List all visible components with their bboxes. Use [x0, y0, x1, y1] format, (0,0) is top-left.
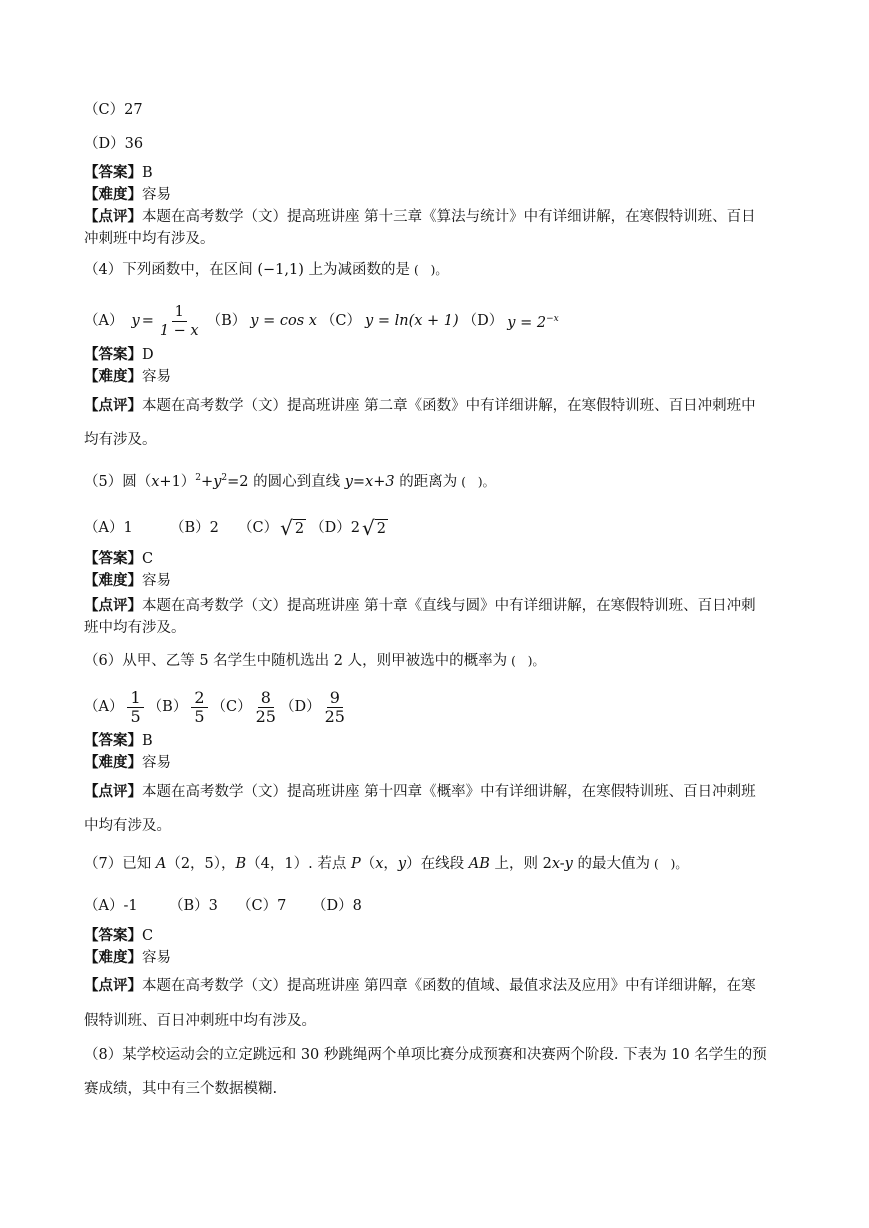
difficulty-value: 容易	[142, 950, 171, 966]
option-a: （A）-1	[84, 898, 138, 914]
option-b-label: （B）	[206, 313, 247, 329]
sqrt-symbol: √ 2	[280, 516, 305, 540]
answer-label: 【答案】	[84, 346, 142, 363]
comment-label: 【点评】	[84, 208, 142, 225]
fraction-denominator: 25	[324, 706, 345, 726]
q4-stem	[84, 260, 447, 280]
comment-text: 本题在高考数学（文）提高班讲座 第二章《函数》中有详细讲解，在寒假特训班、百日冲刺班中	[142, 398, 756, 414]
q7-stem-part: 上，则 2	[489, 856, 552, 872]
q7-stem-part: （2，5），	[166, 856, 236, 872]
q4-comment-line2: 均有涉及。	[84, 432, 157, 448]
difficulty-value: 容易	[142, 755, 171, 771]
comment-text: 本题在高考数学（文）提高班讲座 第四章《函数的值域、最值求法及应用》中有详细讲解，在寒	[142, 978, 756, 994]
option-d-expression	[507, 309, 558, 333]
option-a-lhs: y	[131, 313, 140, 329]
fraction-numerator: 1	[172, 303, 187, 322]
comment-text: 本题在高考数学（文）提高班讲座 第十四章《概率》中有详细讲解，在寒假特训班、百日冲刺班	[142, 784, 756, 800]
option-d-base: y = 2	[507, 314, 547, 331]
option-a-fraction	[160, 303, 199, 340]
q7-var-y: y	[397, 856, 407, 872]
option-a-label: （A）	[84, 313, 124, 329]
q7-point-b: B	[235, 856, 247, 872]
q5-stem-part: +1）	[159, 473, 196, 490]
fraction-numerator: 8	[258, 689, 274, 708]
q5-answer	[84, 549, 153, 569]
q7-answer	[84, 926, 153, 946]
q4-stem-tail: 上为减函数的是	[308, 262, 410, 278]
q4-comment-line1	[84, 396, 756, 416]
q5-exponent: 2	[195, 473, 202, 483]
q5-var-x: x	[151, 473, 160, 490]
q6-stem-text: （6）从甲、乙等 5 名学生中随机选出 2 人，则甲被选中的概率为	[84, 653, 508, 669]
q5-exponent: 2	[221, 473, 228, 483]
answer-blank: ( )。	[413, 263, 448, 277]
comment-text: 本题在高考数学（文）提高班讲座 第十章《直线与圆》中有详细讲解，在寒假特训班、百日冲刺	[142, 598, 756, 614]
option-b: （B）2	[170, 520, 219, 536]
difficulty-label: 【难度】	[84, 368, 142, 385]
fraction-denominator: 5	[194, 706, 205, 726]
q4-answer	[84, 345, 154, 365]
answer-blank: ( )。	[511, 654, 545, 668]
fraction-numerator: 2	[191, 689, 207, 708]
answer-value: D	[142, 347, 154, 363]
q7-stem-part: （7）已知	[84, 856, 156, 872]
q4-interval: (−1,1)	[257, 262, 304, 278]
q7-options	[84, 896, 362, 916]
sqrt-radicand: 2	[376, 521, 386, 537]
q5-stem	[84, 468, 495, 492]
option-c-expression: y = ln(x + 1)	[365, 313, 459, 329]
q5-difficulty	[84, 571, 171, 591]
fraction-denominator: 5	[130, 706, 141, 726]
q7-point-p: P	[350, 856, 361, 872]
difficulty-label: 【难度】	[84, 949, 142, 966]
q3-comment-line2: 冲刺班中均有涉及。	[84, 231, 215, 247]
comment-text: 本题在高考数学（文）提高班讲座 第十三章《算法与统计》中有详细讲解，在寒假特训班、百日	[142, 209, 756, 225]
difficulty-value: 容易	[142, 573, 171, 589]
option-d-label: （D）	[462, 313, 504, 329]
q7-expression: x-y	[551, 856, 573, 872]
q8-stem-line1: （8）某学校运动会的立定跳远和 30 秒跳绳两个单项比赛分成预赛和决赛两个阶段. 下表为 10 名学生的预	[84, 1047, 767, 1063]
option-d: （D）8	[312, 898, 362, 914]
comment-label: 【点评】	[84, 597, 142, 614]
q3-answer	[84, 163, 153, 183]
option-c-label: （C）	[211, 699, 252, 715]
option-a-equals: =	[141, 313, 154, 329]
q5-options	[84, 514, 390, 542]
q7-var-x: x	[375, 856, 384, 872]
q5-stem-part: =2 的圆心到直线	[227, 473, 345, 490]
sqrt-radicand: 2	[294, 521, 305, 537]
answer-label: 【答案】	[84, 732, 142, 749]
q4-options	[84, 300, 559, 342]
option-d-label: （D）	[279, 699, 321, 715]
q7-stem-part: ，	[383, 856, 398, 872]
q5-line-equation: y=x+3	[344, 473, 395, 490]
option-b-expression: y = cos x	[250, 313, 317, 329]
q7-segment: AB	[468, 856, 490, 872]
option-d-label: （D）2	[310, 520, 360, 536]
q7-stem-part: （	[360, 856, 376, 872]
answer-value: C	[142, 551, 154, 567]
q7-stem-part: （4，1）. 若点	[246, 856, 351, 872]
option-c-label: （C）	[320, 313, 362, 329]
comment-label: 【点评】	[84, 397, 142, 414]
fraction-numerator: 1	[127, 689, 143, 708]
q6-answer	[84, 731, 153, 751]
q4-difficulty	[84, 367, 171, 387]
answer-label: 【答案】	[84, 164, 142, 181]
q6-stem	[84, 651, 545, 671]
option-d-exponent: −x	[546, 314, 559, 325]
option-a-label: （A）	[84, 699, 124, 715]
difficulty-label: 【难度】	[84, 754, 142, 771]
q7-difficulty	[84, 948, 171, 968]
answer-label: 【答案】	[84, 927, 142, 944]
q5-comment-line1	[84, 596, 756, 616]
q7-comment-line2: 假特训班、百日冲刺班中均有涉及。	[84, 1013, 316, 1029]
q5-stem-part: 的距离为	[394, 473, 458, 490]
q6-options	[84, 686, 349, 728]
q5-comment-line2: 班中均有涉及。	[84, 620, 186, 636]
q6-comment-line2: 中均有涉及。	[84, 818, 171, 834]
answer-value: B	[142, 165, 153, 181]
q4-stem-text: （4）下列函数中，在区间	[84, 262, 253, 278]
difficulty-value: 容易	[142, 369, 171, 385]
q7-comment-line1	[84, 976, 756, 996]
q6-difficulty	[84, 753, 171, 773]
q8-stem-line2: 赛成绩，其中有三个数据模糊.	[84, 1081, 278, 1097]
option-b-label: （B）	[147, 699, 188, 715]
fraction-denominator: 25	[255, 706, 276, 726]
answer-value: C	[142, 928, 154, 944]
option-c: （C）7	[237, 898, 287, 914]
answer-blank: ( )。	[653, 857, 688, 871]
q5-stem-part: （5）圆（	[84, 473, 152, 490]
q3-option-c: （C）27	[84, 102, 143, 118]
answer-blank: ( )。	[461, 474, 495, 489]
difficulty-label: 【难度】	[84, 186, 142, 203]
option-c-fraction	[256, 689, 276, 726]
q7-stem-part: ）在线段	[406, 856, 469, 872]
option-b-fraction	[191, 689, 207, 726]
q7-stem-part: 的最大值为	[572, 856, 650, 872]
answer-value: B	[142, 733, 153, 749]
q3-comment-line1	[84, 207, 756, 227]
difficulty-label: 【难度】	[84, 572, 142, 589]
option-d-fraction	[325, 689, 345, 726]
comment-label: 【点评】	[84, 783, 142, 800]
q3-option-d: （D）36	[84, 136, 144, 152]
option-c-label: （C）	[238, 520, 279, 536]
q6-comment-line1	[84, 782, 756, 802]
q7-stem	[84, 854, 687, 874]
sqrt-symbol: √ 2	[361, 516, 386, 540]
option-b: （B）3	[169, 898, 218, 914]
q7-point-a: A	[155, 856, 167, 872]
q3-difficulty	[84, 185, 171, 205]
difficulty-value: 容易	[142, 187, 171, 203]
option-a-fraction	[127, 689, 143, 726]
q5-stem-part: +	[201, 473, 214, 490]
fraction-numerator: 9	[327, 689, 343, 708]
answer-label: 【答案】	[84, 550, 142, 567]
fraction-denominator: 1 − x	[159, 322, 199, 339]
comment-label: 【点评】	[84, 977, 142, 994]
q5-var-y: y	[213, 473, 222, 490]
option-a: （A）1	[84, 520, 133, 536]
